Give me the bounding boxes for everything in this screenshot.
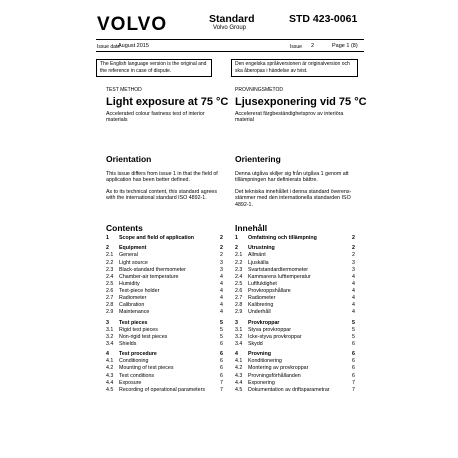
toc-title: Test conditions xyxy=(119,372,155,379)
toc-title: Light source xyxy=(119,259,148,266)
toc-title: Exponering xyxy=(248,379,275,386)
toc-page: 7 xyxy=(352,386,355,393)
toc-page: 4 xyxy=(352,287,355,294)
toc-entry xyxy=(106,309,223,316)
toc-entry xyxy=(235,295,355,302)
toc-page: 2 xyxy=(352,235,355,241)
toc-title: Radiometer xyxy=(119,295,147,302)
toc-entry xyxy=(106,373,223,380)
orientation-paragraph-2: As to its technical content, this standard agrees with the international standard ISO 4892-1. xyxy=(106,189,218,202)
toc-title: Exposure xyxy=(119,379,142,386)
toc-number: 2.9 xyxy=(106,309,114,316)
header-divider xyxy=(96,39,364,40)
toc-entry xyxy=(106,387,223,394)
method-title-sv: Ljusexponering vid 75 °C xyxy=(235,96,367,108)
method-subtitle: Accelerated colour fastness test of interior materials xyxy=(106,111,205,124)
toc-page: 4 xyxy=(220,309,223,316)
language-notice-en-text: The English language version is the original and the reference in case of dispute. xyxy=(100,61,207,74)
toc-title: Humidity xyxy=(119,280,140,287)
toc-section xyxy=(106,245,223,252)
toc-number: 2 xyxy=(106,245,109,252)
toc-title: Provkroppar xyxy=(248,319,280,326)
toc-page: 4 xyxy=(352,280,355,287)
toc-page: 7 xyxy=(220,379,223,386)
toc-title: Calibration xyxy=(119,302,145,309)
language-notice-en xyxy=(96,59,212,77)
toc-title: Maintenance xyxy=(119,309,150,316)
toc-entry xyxy=(235,380,355,387)
toc-page: 5 xyxy=(220,326,223,333)
toc-number: 4 xyxy=(235,351,238,358)
toc-title: Test pieces xyxy=(119,319,148,326)
toc-title: Kalibrering xyxy=(248,302,274,309)
orientation-heading-sv: Orientering xyxy=(235,154,281,164)
toc-entry xyxy=(235,373,355,380)
toc-page: 6 xyxy=(352,372,355,379)
toc-page: 6 xyxy=(220,340,223,347)
toc-entry xyxy=(106,358,223,365)
toc-section xyxy=(235,245,355,252)
toc-entry xyxy=(106,302,223,309)
toc-page: 6 xyxy=(220,358,223,365)
toc-title: Dokumentation av driftsparametrar xyxy=(248,386,330,393)
toc-number: 3 xyxy=(106,319,109,326)
toc-number: 4.5 xyxy=(235,386,243,393)
toc-number: 2.8 xyxy=(235,302,243,309)
toc-entry xyxy=(106,267,223,274)
toc-number: 2.4 xyxy=(106,273,114,280)
volvo-logo: VOLVO xyxy=(97,14,168,35)
toc-number: 2.1 xyxy=(106,252,114,259)
toc-number: 2.7 xyxy=(106,295,114,302)
toc-page: 4 xyxy=(352,273,355,280)
toc-entry xyxy=(235,267,355,274)
toc-title: Svartstandardtermometer xyxy=(248,266,309,273)
toc-number: 3 xyxy=(235,319,238,326)
toc-page: 4 xyxy=(352,302,355,309)
toc-page: 3 xyxy=(352,266,355,273)
toc-page: 4 xyxy=(352,295,355,302)
toc-number: 2.4 xyxy=(235,273,243,280)
toc-number: 2.7 xyxy=(235,295,243,302)
toc-title: Montering av provkroppar xyxy=(248,365,309,372)
toc-title: Skydd xyxy=(248,340,263,347)
language-notice-sv xyxy=(231,59,358,77)
toc-number: 2.6 xyxy=(235,287,243,294)
toc-page: 7 xyxy=(220,386,223,393)
toc-page: 4 xyxy=(352,309,355,316)
toc-number: 2.3 xyxy=(235,266,243,273)
toc-number: 4.1 xyxy=(106,358,114,365)
toc-number: 2.5 xyxy=(106,280,114,287)
toc-entry xyxy=(235,288,355,295)
toc-title: Icke-styva provkroppar xyxy=(248,333,302,340)
toc-title: Styva provkroppar xyxy=(248,326,291,333)
toc-title: Recording of operational parameters xyxy=(119,386,205,393)
toc-entry xyxy=(235,387,355,394)
toc-page: 4 xyxy=(220,302,223,309)
toc-title: Shields xyxy=(119,340,137,347)
test-method-label: TEST METHOD xyxy=(106,87,142,93)
toc-entry xyxy=(106,341,223,348)
toc-title: Rigid test pieces xyxy=(119,326,158,333)
orientation-paragraph-1-sv: Denna utgåva skiljer sig från utgåva 1 genom att tillämpningen har definierats bättre. xyxy=(235,171,349,184)
toc-page: 3 xyxy=(220,259,223,266)
volvo-group-label: Volvo Group xyxy=(213,25,247,31)
toc-page: 2 xyxy=(220,252,223,259)
toc-page: 3 xyxy=(352,259,355,266)
toc-title: Omfattning och tillämpning xyxy=(248,235,317,241)
toc-number: 4.1 xyxy=(235,358,243,365)
toc-page: 5 xyxy=(220,319,223,326)
toc-page: 6 xyxy=(352,340,355,347)
toc-section xyxy=(106,351,223,358)
toc-entry xyxy=(106,252,223,259)
orientation-heading: Orientation xyxy=(106,154,152,164)
toc-number: 3.2 xyxy=(106,333,114,340)
toc-number: 3.2 xyxy=(235,333,243,340)
toc-title: Test-piece holder xyxy=(119,287,160,294)
toc-number: 2.6 xyxy=(106,287,114,294)
toc-entry xyxy=(235,260,355,267)
issue-date: August 2015 xyxy=(118,43,149,49)
toc-entry xyxy=(106,288,223,295)
toc-number: 4.2 xyxy=(235,365,243,372)
toc-number: 1 xyxy=(235,235,238,241)
toc-number: 2.2 xyxy=(106,259,114,266)
toc-page: 2 xyxy=(220,245,223,252)
toc-entry xyxy=(106,380,223,387)
toc-page: 4 xyxy=(220,273,223,280)
toc-title: Luftfuktighet xyxy=(248,280,277,287)
toc-entry xyxy=(235,365,355,372)
toc-title: General xyxy=(119,252,138,259)
table-of-contents-sv xyxy=(235,235,355,394)
toc-page: 5 xyxy=(352,326,355,333)
toc-page: 5 xyxy=(352,333,355,340)
table-of-contents xyxy=(106,235,223,394)
toc-title: Test procedure xyxy=(119,351,157,358)
test-method-label-sv: PROVNINGSMETOD xyxy=(235,87,283,93)
toc-number: 3.1 xyxy=(235,326,243,333)
toc-entry xyxy=(235,341,355,348)
contents-heading-sv: Innehåll xyxy=(235,223,268,233)
toc-page: 6 xyxy=(352,358,355,365)
toc-title: Ljuskälla xyxy=(248,259,269,266)
toc-number: 2 xyxy=(235,245,238,252)
toc-number: 4.5 xyxy=(106,386,114,393)
issue-label: Issue xyxy=(290,44,302,50)
toc-section xyxy=(106,320,223,327)
toc-page: 6 xyxy=(352,365,355,372)
toc-title: Allmänt xyxy=(248,252,266,259)
toc-section xyxy=(106,235,223,242)
toc-entry xyxy=(235,334,355,341)
standard-label: Standard xyxy=(209,13,255,25)
toc-title: Utrustning xyxy=(248,245,275,252)
toc-entry xyxy=(235,274,355,281)
toc-number: 2.9 xyxy=(235,309,243,316)
toc-title: Scope and field of application xyxy=(119,235,195,241)
orientation-paragraph-1: This issue differs from issue 1 in that the field of application has been better defined. xyxy=(106,171,218,184)
toc-number: 3.1 xyxy=(106,326,114,333)
toc-number: 4.3 xyxy=(235,372,243,379)
toc-entry xyxy=(235,327,355,334)
toc-page: 2 xyxy=(220,235,223,241)
toc-number: 2.3 xyxy=(106,266,114,273)
toc-number: 3.4 xyxy=(235,340,243,347)
method-title: Light exposure at 75 °C xyxy=(106,96,229,108)
toc-title: Black-standard thermometer xyxy=(119,266,186,273)
toc-title: Provning xyxy=(248,351,271,358)
toc-title: Equipment xyxy=(119,245,147,252)
toc-number: 3.4 xyxy=(106,340,114,347)
toc-entry xyxy=(235,281,355,288)
contents-heading: Contents xyxy=(106,223,143,233)
toc-entry xyxy=(106,281,223,288)
toc-entry xyxy=(106,260,223,267)
toc-title: Chamber-air temperature xyxy=(119,273,179,280)
toc-number: 4.4 xyxy=(106,379,114,386)
toc-page: 6 xyxy=(352,351,355,358)
toc-entry xyxy=(235,309,355,316)
toc-entry xyxy=(106,334,223,341)
toc-title: Provningsförhållanden xyxy=(248,372,301,379)
toc-number: 2.2 xyxy=(235,259,243,266)
toc-page: 4 xyxy=(220,280,223,287)
standard-number: STD 423-0061 xyxy=(289,13,358,25)
toc-number: 2.5 xyxy=(235,280,243,287)
toc-page: 2 xyxy=(352,252,355,259)
toc-number: 2.8 xyxy=(106,302,114,309)
toc-page: 5 xyxy=(352,319,355,326)
toc-title: Provkroppshållare xyxy=(248,287,291,294)
toc-number: 4.4 xyxy=(235,379,243,386)
toc-page: 6 xyxy=(220,351,223,358)
toc-section xyxy=(235,320,355,327)
toc-title: Radiometer xyxy=(248,295,276,302)
toc-title: Conditioning xyxy=(119,358,149,365)
toc-entry xyxy=(235,358,355,365)
toc-page: 4 xyxy=(220,295,223,302)
toc-number: 4 xyxy=(106,351,109,358)
toc-title: Konditionering xyxy=(248,358,282,365)
toc-page: 4 xyxy=(220,287,223,294)
toc-section xyxy=(235,351,355,358)
toc-page: 2 xyxy=(352,245,355,252)
issue-date-label: Issue date xyxy=(97,44,121,50)
toc-page: 5 xyxy=(220,333,223,340)
toc-entry xyxy=(235,252,355,259)
toc-page: 3 xyxy=(220,266,223,273)
toc-title: Kammarens lufttemperatur xyxy=(248,273,311,280)
page-number: Page 1 (8) xyxy=(332,43,358,49)
toc-page: 6 xyxy=(220,365,223,372)
language-notice-sv-text: Den engelska språkversionen är originalversion och ska åberopas i händelse av tvist. xyxy=(235,61,350,74)
toc-entry xyxy=(106,327,223,334)
toc-number: 2.1 xyxy=(235,252,243,259)
toc-page: 7 xyxy=(352,379,355,386)
toc-title: Non-rigid test pieces xyxy=(119,333,168,340)
toc-title: Underhåll xyxy=(248,309,271,316)
meta-divider xyxy=(96,51,364,52)
toc-number: 4.3 xyxy=(106,372,114,379)
toc-entry xyxy=(106,295,223,302)
toc-section xyxy=(235,235,355,242)
method-subtitle-sv: Accelererat färgbeständighetsprov av interiöra material xyxy=(235,111,344,124)
toc-title: Mounting of test pieces xyxy=(119,365,174,372)
toc-entry xyxy=(106,274,223,281)
issue-number: 2 xyxy=(311,43,315,49)
orientation-paragraph-2-sv: Det tekniska innehållet i denna standard överens-stämmer med den internationella standarden ISO 4892-1. xyxy=(235,189,352,208)
toc-entry xyxy=(106,365,223,372)
toc-number: 4.2 xyxy=(106,365,114,372)
toc-page: 6 xyxy=(220,372,223,379)
toc-number: 1 xyxy=(106,235,109,241)
